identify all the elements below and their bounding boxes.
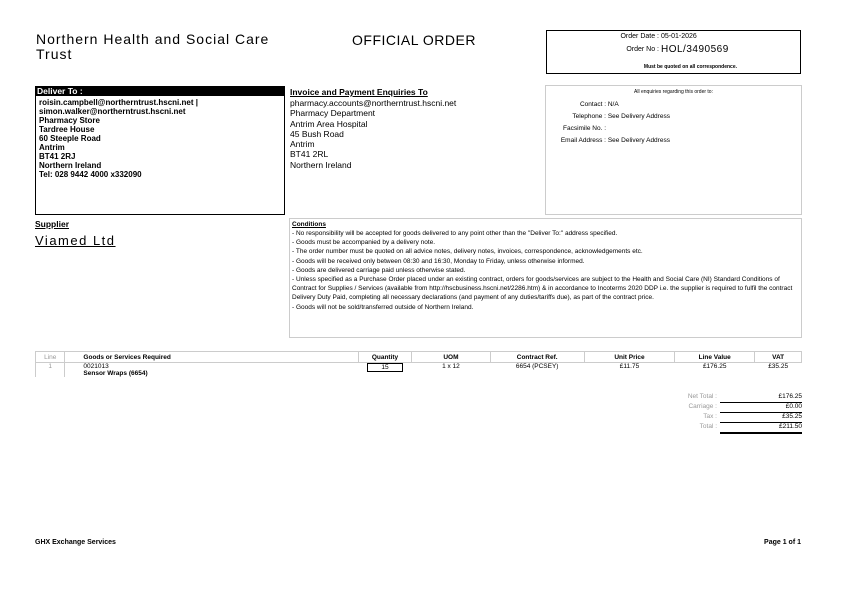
net-total-value: £176.25 — [720, 393, 802, 403]
col-goods: Goods or Services Required — [65, 352, 358, 363]
email-value: See Delivery Address — [607, 137, 670, 144]
page-number: Page 1 of 1 — [764, 539, 801, 546]
grand-total-label: Total : — [699, 423, 717, 430]
carriage-label: Carriage : — [688, 403, 717, 410]
footer-provider: GHX Exchange Services — [35, 539, 116, 546]
net-total-row — [640, 393, 802, 403]
condition-item: - Goods will not be sold/transferred outside of Northern Ireland. — [292, 303, 474, 311]
order-number-label: Order No : — [626, 46, 659, 53]
table-header-row — [36, 352, 802, 363]
supplier-label: Supplier — [35, 219, 70, 229]
cell-line-value: £176.25 — [702, 363, 727, 370]
enquiries-telephone — [548, 113, 670, 120]
order-date — [547, 33, 697, 40]
net-total-label: Net Total : — [687, 393, 717, 400]
enquiries-email — [548, 137, 670, 144]
telephone-label: Telephone : — [572, 113, 606, 120]
condition-item: - The order number must be quoted on all advice notes, delivery notes, invoices, correspondence, acknowledgements etc. — [292, 248, 643, 256]
order-date-label: Order Date : — [620, 33, 659, 40]
table-row — [36, 363, 802, 378]
totals-block — [640, 393, 802, 433]
condition-item: - No responsibility will be accepted for goods delivered to any point other than the "Deliver To:" address specified. — [292, 230, 618, 237]
trust-name-line1: Northern Health and Social Care — [36, 31, 270, 47]
col-uom: UOM — [412, 352, 490, 363]
cell-vat: £35.25 — [768, 363, 789, 370]
quote-note: Must be quoted on all correspondence. — [643, 64, 737, 70]
order-number — [547, 44, 729, 55]
invoice-address: pharmacy.accounts@northerntrust.hscni.net Pharmacy Department Antrim Area Hospital 45 Bush Road Antrim BT41 2RL Northern Ireland — [290, 98, 457, 170]
trust-name-line2: Trust — [36, 46, 73, 62]
carriage-row — [640, 403, 802, 413]
conditions-title: Conditions — [292, 221, 326, 228]
enquiries-facsimile — [548, 125, 606, 132]
item-description: Sensor Wraps (6654) — [83, 370, 148, 377]
order-info-box — [546, 30, 801, 74]
enquiries-heading: All enquiries regarding this order to: — [634, 89, 713, 95]
deliver-to-address: roisin.campbell@northerntrust.hscni.net | simon.walker@northerntrust.hscni.net Pharmacy Store Tardree House 60 Steeple Road Antrim BT41 2RJ Northern Ireland Tel: 028 9442 4000 x332090 — [39, 98, 198, 179]
contact-label: Contact : — [579, 101, 606, 108]
tax-row — [640, 413, 802, 423]
order-number-value: HOL/3490569 — [661, 44, 729, 55]
order-date-value: 05-01-2026 — [661, 33, 697, 40]
cell-line: 1 — [36, 363, 65, 378]
invoice-title: Invoice and Payment Enquiries To — [290, 87, 428, 97]
deliver-to-title: Deliver To : — [36, 87, 284, 96]
tax-value: £35.25 — [720, 413, 802, 423]
grand-total-row — [640, 423, 802, 433]
item-code: 0021013 — [83, 363, 109, 370]
cell-uom: 1 x 12 — [442, 363, 460, 370]
condition-item: - Unless specified as a Purchase Order placed under an existing contract, orders for goods/services are subject to the Health and Social Care (NI) Standard Conditions of Contract for Supplies / Services (available from http://hscbusiness.hscni.net/2286.htm) & in accordance to Incoterms 2020 DDP i.e. the supplier is required to fulfil the contract Delivery Duty Paid, completing all necessary declarations (and payment of any duties/tariffs due), as part of the contract price. — [292, 276, 793, 302]
quantity-value: 15 — [367, 363, 403, 372]
cell-goods — [65, 363, 358, 378]
condition-item: - Goods will be received only between 08:30 and 16:30, Monday to Friday, unless otherwise informed. — [292, 257, 585, 265]
tax-label: Tax : — [703, 413, 717, 420]
supplier-name: Viamed Ltd — [35, 233, 116, 248]
deliver-to-box — [35, 86, 285, 215]
telephone-value: See Delivery Address — [607, 113, 670, 120]
cell-contract-ref: 6654 (PCSEY) — [515, 363, 559, 370]
facsimile-label: Facsimile No. : — [563, 125, 606, 132]
enquiries-box — [545, 85, 802, 215]
conditions-list — [292, 229, 798, 312]
trust-name — [36, 32, 269, 62]
col-line-value: Line Value — [675, 352, 755, 363]
carriage-value: £0.00 — [720, 403, 802, 413]
col-quantity: Quantity — [358, 352, 412, 363]
order-items-table — [35, 351, 802, 377]
document-title: OFFICIAL ORDER — [352, 32, 476, 48]
conditions-box — [289, 218, 802, 338]
condition-item: - Goods must be accompanied by a delivery note. — [292, 239, 436, 247]
condition-item: - Goods are delivered carriage paid unless otherwise stated. — [292, 266, 466, 274]
col-unit-price: Unit Price — [584, 352, 674, 363]
col-line: Line — [36, 352, 65, 363]
cell-quantity — [358, 363, 412, 378]
grand-total-value: £211.50 — [720, 423, 802, 434]
col-vat: VAT — [755, 352, 802, 363]
col-contract-ref: Contract Ref. — [490, 352, 584, 363]
enquiries-contact — [548, 101, 619, 108]
email-label: Email Address : — [560, 137, 606, 144]
contact-value: N/A — [607, 101, 619, 108]
cell-unit-price: £11.75 — [619, 363, 640, 370]
